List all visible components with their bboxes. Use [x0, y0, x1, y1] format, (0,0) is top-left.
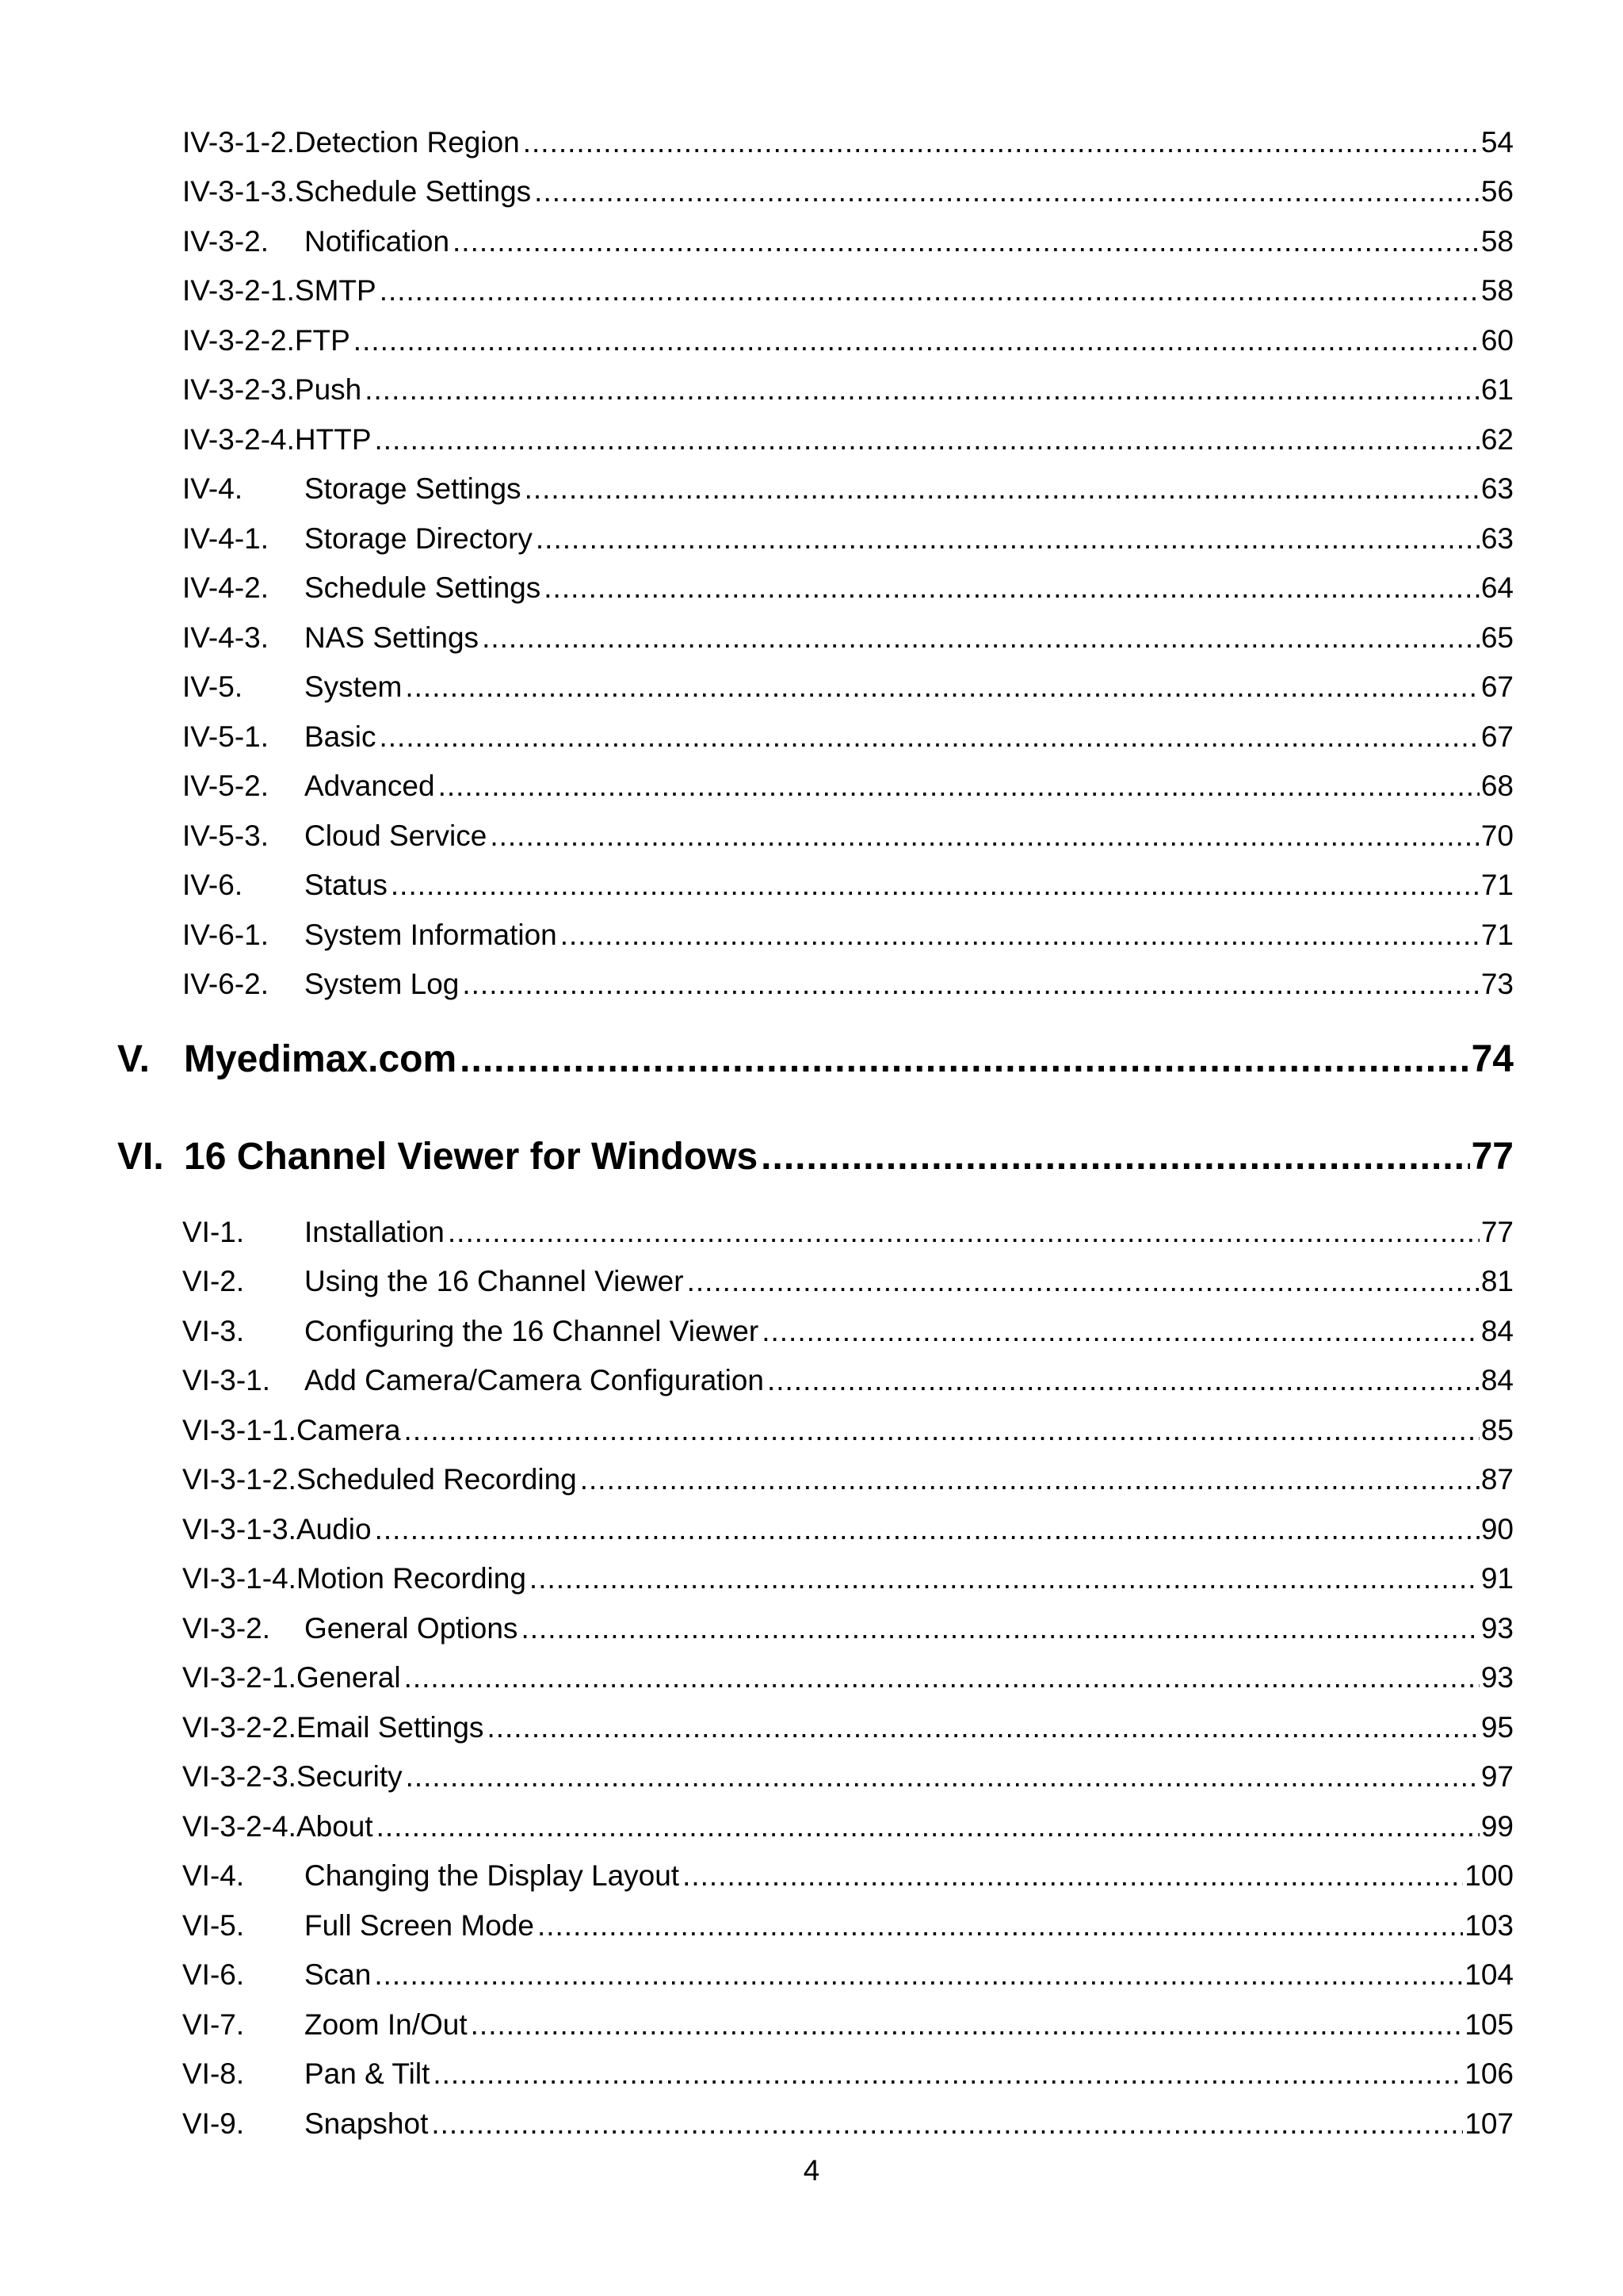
toc-entry-number: VI-3-1-1.: [182, 1414, 296, 1446]
toc-chapter-entry[interactable]: [117, 1034, 1514, 1085]
toc-entry[interactable]: [182, 2054, 1514, 2094]
toc-entry-page: 99: [1480, 1810, 1514, 1843]
toc-entry-title: Installation: [304, 1216, 445, 1248]
toc-entry-number: IV-4-3.: [182, 621, 269, 654]
toc-entry-page: 61: [1480, 373, 1514, 406]
toc-entry[interactable]: [182, 618, 1514, 658]
toc-entry-number: VI-7.: [182, 2008, 245, 2041]
toc-entry-title: Zoom In/Out: [304, 2008, 468, 2041]
dot-leader: [431, 2104, 1463, 2144]
toc-entry[interactable]: [182, 1856, 1514, 1896]
toc-entry-page: 73: [1480, 968, 1514, 1000]
toc-entry[interactable]: [182, 1312, 1514, 1351]
toc-entry[interactable]: [182, 321, 1514, 361]
dot-leader: [682, 1856, 1463, 1896]
toc-entry-number: IV-4-1.: [182, 522, 269, 555]
toc-entry-number: VI-6.: [182, 1958, 245, 1991]
toc-entry-title: System Information: [304, 919, 557, 951]
toc-entry[interactable]: [182, 420, 1514, 460]
toc-entry-number: VI-1.: [182, 1216, 245, 1248]
toc-entry[interactable]: [182, 1262, 1514, 1301]
toc-entry-number: VI-3-2-1.: [182, 1661, 296, 1694]
toc-entry-page: 67: [1480, 670, 1514, 703]
toc-entry-page: 62: [1480, 423, 1514, 456]
toc-entry[interactable]: [182, 271, 1514, 311]
toc-entry-number: VI-4.: [182, 1859, 245, 1892]
toc-entry-number: IV-3-2-2.: [182, 324, 295, 357]
dot-leader: [536, 519, 1480, 559]
dot-leader: [374, 1955, 1463, 1995]
toc-entry[interactable]: [182, 469, 1514, 509]
toc-entry-title: Add Camera/Camera Configuration: [304, 1364, 764, 1396]
toc-chapter-number: VI.: [117, 1136, 164, 1178]
toc-entry[interactable]: [182, 1559, 1514, 1599]
dot-leader: [761, 1132, 1469, 1182]
toc-entry-title: Cloud Service: [304, 819, 487, 852]
toc-entry-title: Storage Directory: [304, 522, 533, 555]
toc-entry-page: 60: [1480, 324, 1514, 357]
toc-entry-title: Scan: [304, 1958, 372, 1991]
toc-entry-number: IV-5.: [182, 670, 243, 703]
toc-entry[interactable]: [182, 568, 1514, 608]
toc-entry-page: 106: [1465, 2057, 1514, 2090]
dot-leader: [482, 618, 1480, 658]
toc-entry-title: Status: [304, 869, 388, 901]
dot-leader: [525, 469, 1480, 509]
dot-leader: [534, 172, 1480, 212]
toc-entry-number: IV-4-2.: [182, 571, 269, 604]
toc-entry-title: Basic: [304, 720, 376, 753]
dot-leader: [448, 1213, 1480, 1252]
toc-entry-title: Full Screen Mode: [304, 1909, 534, 1942]
toc-entry-number: VI-3-1.: [182, 1364, 271, 1396]
toc-chapter-page: 74: [1471, 1038, 1514, 1080]
toc-entry-number: IV-6-2.: [182, 968, 269, 1000]
toc-entry-page: 64: [1480, 571, 1514, 604]
dot-leader: [404, 1411, 1480, 1450]
toc-entry-number: IV-3-1-3.: [182, 175, 295, 208]
toc-entry-page: 95: [1480, 1711, 1514, 1744]
toc-chapter-title: 16 Channel Viewer for Windows: [184, 1136, 758, 1178]
toc-entry-title: Snapshot: [304, 2107, 429, 2140]
toc-entry-page: 70: [1480, 819, 1514, 852]
toc-entry-number: IV-4.: [182, 472, 243, 505]
toc-entry-title: Detection Region: [294, 126, 520, 159]
toc-entry-title: Pan & Tilt: [304, 2057, 430, 2090]
toc-entry[interactable]: [182, 1757, 1514, 1797]
toc-entry-number: IV-3-2-4.: [182, 423, 295, 456]
toc-entry-title: Changing the Display Layout: [304, 1859, 680, 1892]
toc-entry-page: 103: [1465, 1909, 1514, 1942]
toc-entry-page: 81: [1480, 1265, 1514, 1297]
toc-entry-page: 105: [1465, 2008, 1514, 2041]
toc-entry-title: Storage Settings: [304, 472, 521, 505]
toc-entry-number: VI-3-2-3.: [182, 1760, 296, 1793]
dot-leader: [687, 1262, 1480, 1301]
toc-entry-page: 97: [1480, 1760, 1514, 1793]
toc-entry-page: 58: [1480, 274, 1514, 307]
dot-leader: [529, 1559, 1480, 1599]
dot-leader: [462, 965, 1479, 1004]
toc-entry-number: VI-3-1-2.: [182, 1463, 296, 1496]
toc-entry-number: VI-3-2-2.: [182, 1711, 296, 1744]
dot-leader: [580, 1460, 1480, 1499]
toc-entry-title: HTTP: [294, 423, 372, 456]
toc-entry-page: 67: [1480, 720, 1514, 753]
toc-entry-page: 85: [1480, 1414, 1514, 1446]
toc-entry[interactable]: [182, 1510, 1514, 1549]
dot-leader: [438, 766, 1480, 806]
toc-chapter-entry[interactable]: [117, 1132, 1514, 1182]
toc-entry-page: 84: [1480, 1315, 1514, 1347]
toc-entry-page: 87: [1480, 1463, 1514, 1496]
toc-entry-title: Schedule Settings: [294, 175, 532, 208]
toc-entry-page: 104: [1465, 1958, 1514, 1991]
toc-entry-number: VI-5.: [182, 1909, 245, 1942]
toc-entry-title: Advanced: [304, 770, 435, 802]
dot-leader: [537, 1906, 1463, 1946]
dot-leader: [560, 915, 1480, 955]
toc-entry-title: NAS Settings: [304, 621, 479, 654]
toc-entry-title: Configuring the 16 Channel Viewer: [304, 1315, 759, 1347]
toc-entry[interactable]: [182, 667, 1514, 707]
toc-chapter-page: 77: [1471, 1136, 1514, 1178]
dot-leader: [405, 667, 1479, 707]
toc-entry-title: Security: [296, 1760, 403, 1793]
dot-leader: [406, 1757, 1480, 1797]
toc-entry[interactable]: [182, 717, 1514, 757]
toc-entry-page: 93: [1480, 1661, 1514, 1694]
toc-entry[interactable]: [182, 865, 1514, 905]
dot-leader: [376, 1807, 1480, 1847]
toc-entry-number: VI-3-1-4.: [182, 1562, 296, 1595]
toc-entry-page: 107: [1465, 2107, 1514, 2140]
toc-entry-number: VI-3-2.: [182, 1612, 271, 1645]
toc-entry[interactable]: [182, 1411, 1514, 1450]
toc-entry-number: VI-8.: [182, 2057, 245, 2090]
toc-entry-page: 63: [1480, 472, 1514, 505]
toc-entry-number: IV-5-2.: [182, 770, 269, 802]
toc-entry-title: Motion Recording: [296, 1562, 526, 1595]
toc-entry-title: Audio: [296, 1513, 372, 1545]
toc-entry-title: SMTP: [294, 274, 376, 307]
toc-entry-page: 100: [1465, 1859, 1514, 1892]
toc-entry-number: VI-9.: [182, 2107, 245, 2140]
dot-leader: [375, 420, 1480, 460]
toc-entry[interactable]: [182, 766, 1514, 806]
toc-entry[interactable]: [182, 1658, 1514, 1698]
toc-entry-page: 71: [1480, 869, 1514, 901]
toc-entry-page: 56: [1480, 175, 1514, 208]
toc-entry-page: 93: [1480, 1612, 1514, 1645]
toc-entry[interactable]: [182, 222, 1514, 262]
toc-entry-number: IV-3-2.: [182, 225, 269, 258]
toc-entry-page: 63: [1480, 522, 1514, 555]
toc-entry[interactable]: [182, 370, 1514, 410]
toc-entry-number: IV-3-1-2.: [182, 126, 295, 159]
toc-entry-number: IV-3-2-3.: [182, 373, 295, 406]
dot-leader: [380, 271, 1480, 311]
toc-entry-number: IV-5-3.: [182, 819, 269, 852]
toc-entry[interactable]: [182, 1906, 1514, 1946]
toc-entry[interactable]: [182, 1955, 1514, 1995]
toc-entry[interactable]: [182, 1213, 1514, 1252]
toc-entry-title: Camera: [296, 1414, 401, 1446]
toc-entry-number: IV-6.: [182, 869, 243, 901]
toc-entry[interactable]: [182, 1460, 1514, 1499]
toc-entry-title: Scheduled Recording: [296, 1463, 577, 1496]
dot-leader: [544, 568, 1480, 608]
page-number: 4: [803, 2154, 820, 2187]
toc-entry-page: 90: [1480, 1513, 1514, 1545]
toc-entry[interactable]: [182, 1807, 1514, 1847]
toc-chapter-title: Myedimax.com: [184, 1038, 457, 1080]
dot-leader: [391, 865, 1480, 905]
toc-entry-number: IV-5-1.: [182, 720, 269, 753]
toc-entry-title: General: [296, 1661, 401, 1694]
dot-leader: [353, 321, 1480, 361]
toc-entry-page: 77: [1480, 1216, 1514, 1248]
dot-leader: [375, 1510, 1480, 1549]
toc-entry[interactable]: [182, 1708, 1514, 1748]
dot-leader: [404, 1658, 1480, 1698]
toc-chapter-number: V.: [117, 1038, 150, 1080]
toc-entry[interactable]: [182, 2104, 1514, 2144]
toc-entry-number: VI-2.: [182, 1265, 245, 1297]
toc-entry-title: FTP: [294, 324, 350, 357]
dot-leader: [460, 1034, 1469, 1085]
dot-leader: [379, 717, 1479, 757]
toc-entry-number: IV-6-1.: [182, 919, 269, 951]
toc-entry-page: 68: [1480, 770, 1514, 802]
toc-entry-title: System Log: [304, 968, 460, 1000]
toc-entry[interactable]: [182, 915, 1514, 955]
toc-entry-title: Email Settings: [296, 1711, 484, 1744]
dot-leader: [490, 816, 1480, 856]
toc-entry-page: 58: [1480, 225, 1514, 258]
toc-entry[interactable]: [182, 172, 1514, 212]
toc-entry-title: Schedule Settings: [304, 571, 541, 604]
toc-entry-number: VI-3.: [182, 1315, 245, 1347]
toc-entry-title: Notification: [304, 225, 450, 258]
toc-entry-page: 71: [1480, 919, 1514, 951]
dot-leader: [767, 1361, 1480, 1400]
dot-leader: [471, 2005, 1464, 2045]
dot-leader: [523, 123, 1480, 162]
dot-leader: [365, 370, 1480, 410]
toc-entry-title: System: [304, 670, 403, 703]
toc-entry[interactable]: [182, 816, 1514, 856]
toc-entry-number: VI-3-1-3.: [182, 1513, 296, 1545]
toc-entry-number: IV-3-2-1.: [182, 274, 295, 307]
toc-entry[interactable]: [182, 1609, 1514, 1648]
toc-entry[interactable]: [182, 1361, 1514, 1400]
toc-entry[interactable]: [182, 123, 1514, 162]
dot-leader: [433, 2054, 1463, 2094]
toc-entry-page: 54: [1480, 126, 1514, 159]
dot-leader: [453, 222, 1480, 262]
toc-entry[interactable]: [182, 519, 1514, 559]
dot-leader: [487, 1708, 1479, 1748]
toc-entry-page: 65: [1480, 621, 1514, 654]
toc-entry-page: 91: [1480, 1562, 1514, 1595]
dot-leader: [521, 1609, 1479, 1648]
toc-entry-title: General Options: [304, 1612, 518, 1645]
toc-entry-title: Using the 16 Channel Viewer: [304, 1265, 684, 1297]
dot-leader: [762, 1312, 1480, 1351]
toc-entry[interactable]: [182, 965, 1514, 1004]
toc-entry[interactable]: [182, 2005, 1514, 2045]
toc-entry-number: VI-3-2-4.: [182, 1810, 296, 1843]
toc-entry-title: About: [296, 1810, 373, 1843]
toc-entry-title: Push: [294, 373, 362, 406]
toc-entry-page: 84: [1480, 1364, 1514, 1396]
